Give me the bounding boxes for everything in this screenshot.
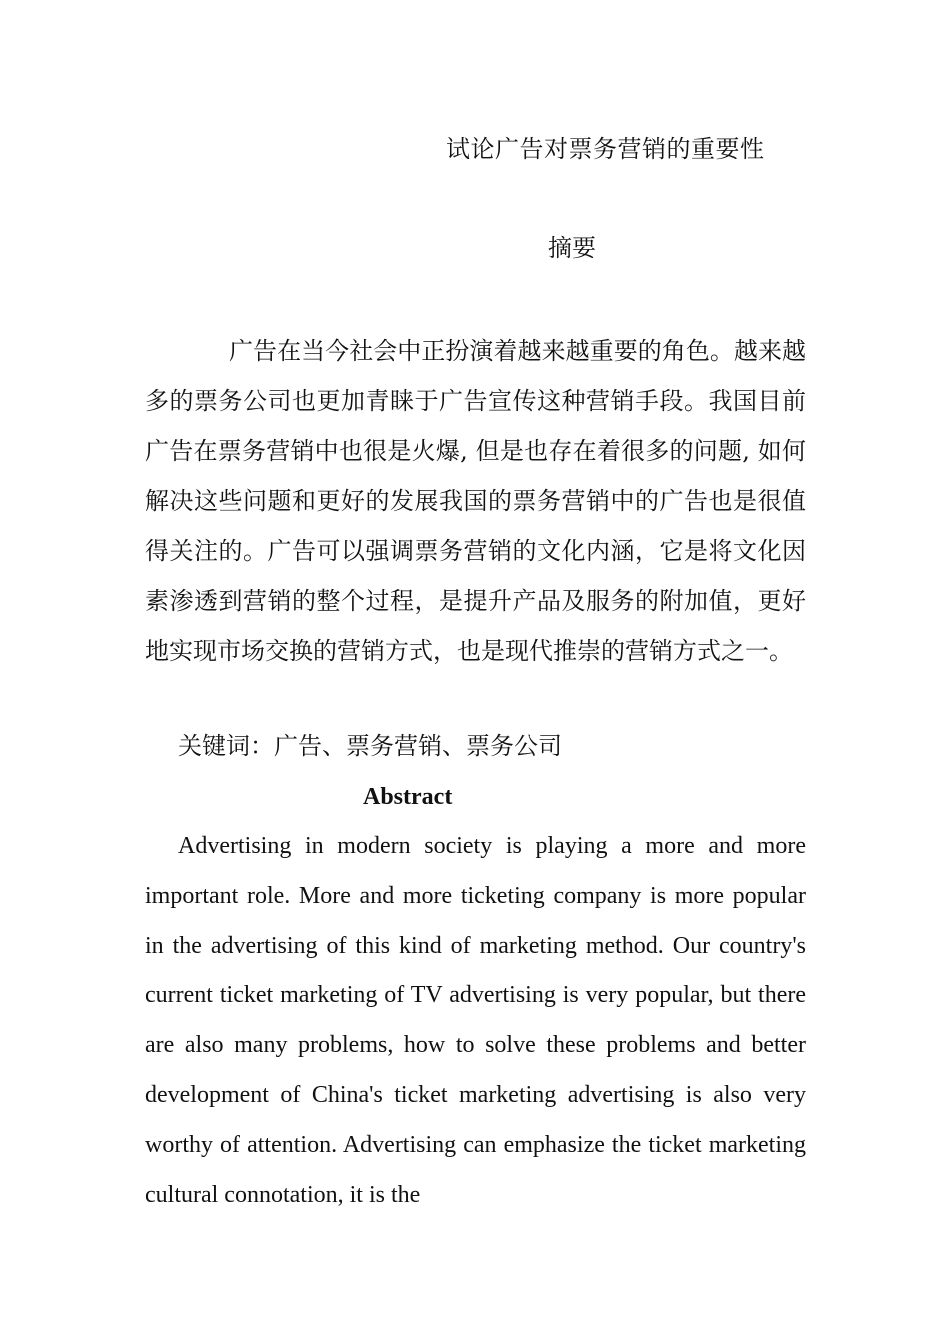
document-title: 试论广告对票务营销的重要性: [446, 135, 765, 163]
abstract-heading-english: Abstract: [363, 784, 453, 810]
abstract-body-chinese: 广告在当今社会中正扮演着越来越重要的角色。越来越多的票务公司也更加青睐于广告宣传这种营销手段。我国目前广告在票务营销中也很是火爆, 但是也存在着很多的问题, 如何解决这些问题和更好的发展我国的票务营销中的广告也是很值得关注的。广告可以强调票务营销的文化内涵，它是将文化因素渗透到营销的整个过程，是提升产品及服务的附加值，更好地实现市场交换的营销方式，也是现代推崇的营销方式之一。: [145, 337, 806, 665]
keywords-line: 关键词：广告、票务营销、票务公司: [178, 732, 562, 760]
abstract-body-english: Advertising in modern society is playing a more and more important role. More and more ticketing company is more popular in the advertising of this kind of marketing method. Our country's current ticket marketing of TV advertising is very popular, but there are also many problems, how to solve these problems and better development of China's ticket marketing advertising is also very worthy of attention. Advertising can emphasize the ticket marketing cultural connotation, it is the: [145, 833, 806, 1208]
abstract-heading-chinese: 摘要: [548, 234, 596, 262]
